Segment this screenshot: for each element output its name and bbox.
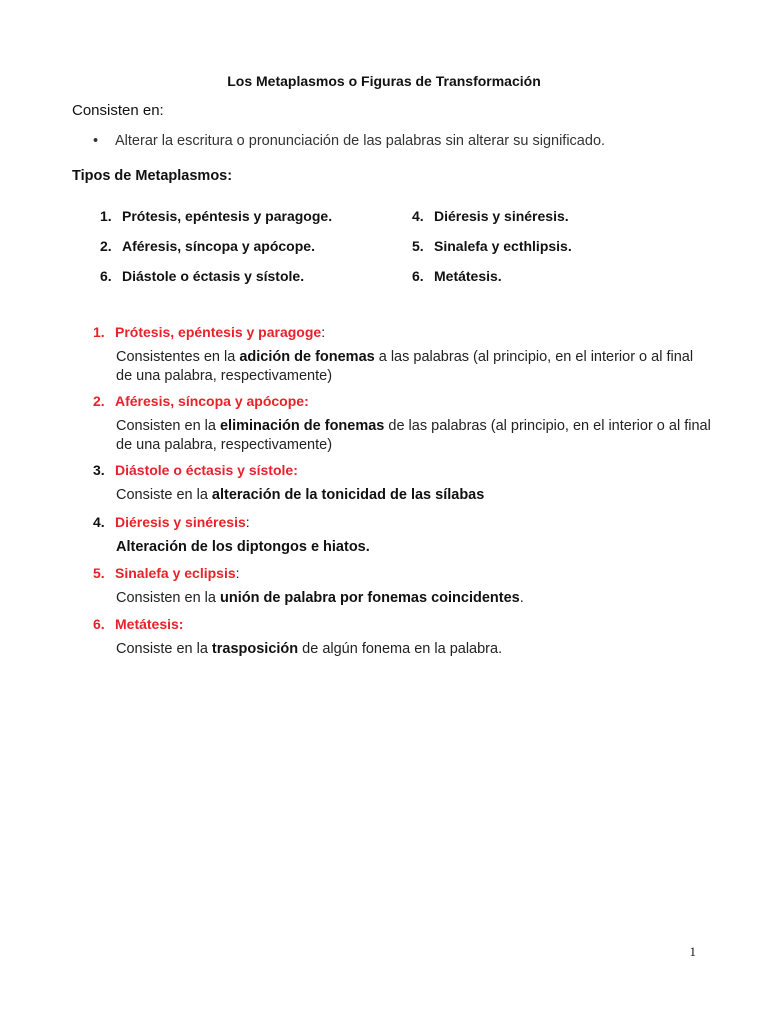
types-row xyxy=(100,238,720,268)
item-number: 5. xyxy=(412,238,424,254)
section-body xyxy=(116,486,713,505)
item-text: Diéresis y sinéresis. xyxy=(434,208,569,224)
section-title: Prótesis, epéntesis y paragoge xyxy=(115,324,322,340)
section-number: 6. xyxy=(93,616,105,632)
section-heading xyxy=(93,462,713,478)
item-text: Aféresis, síncopa y apócope. xyxy=(122,238,315,254)
body-text: Consisten en la xyxy=(116,590,220,606)
section-title: Diéresis y sinéresis xyxy=(115,514,246,530)
bullet-item xyxy=(93,133,605,149)
section-heading xyxy=(93,565,713,581)
section-title: Sinalefa y eclipsis xyxy=(115,565,236,581)
types-row xyxy=(100,208,720,238)
section-heading xyxy=(93,324,713,340)
section-number: 2. xyxy=(93,393,105,409)
section-heading xyxy=(93,514,713,530)
body-text: de las palabras (al principio, en el interior o al final de una palabra, respectivamente) xyxy=(116,418,711,453)
body-text: de algún fonema en la palabra. xyxy=(298,641,503,657)
types-heading: Tipos de Metaplasmos: xyxy=(72,168,233,184)
body-text: . xyxy=(519,590,524,606)
types-item xyxy=(100,208,332,224)
section-colon: : xyxy=(245,514,250,530)
body-text: Consiste en la xyxy=(116,641,212,657)
item-number: 1. xyxy=(100,208,112,224)
types-row xyxy=(100,268,720,298)
body-text: Consistentes en la xyxy=(116,349,240,365)
intro-text: Consisten en: xyxy=(72,102,164,119)
section-body xyxy=(116,538,713,557)
body-bold: Alteración de los diptongos e hiatos. xyxy=(116,539,370,555)
body-bold: adición de fonemas xyxy=(239,349,375,365)
item-text: Sinalefa y ecthlipsis. xyxy=(434,238,572,254)
section-2 xyxy=(93,393,713,455)
body-text: a las palabras (al principio, en el interior o al final de una palabra, respectivamente) xyxy=(116,349,694,384)
item-number: 2. xyxy=(100,238,112,254)
item-number: 6. xyxy=(100,268,112,284)
section-4 xyxy=(93,514,713,557)
section-colon: : xyxy=(321,324,326,340)
types-item xyxy=(412,268,502,284)
body-bold: alteración de la tonicidad de las sílabas xyxy=(211,487,485,503)
body-bold: eliminación de fonemas xyxy=(219,418,385,434)
section-number: 4. xyxy=(93,514,105,530)
section-colon: : xyxy=(235,565,240,581)
body-text: Consiste en la xyxy=(116,487,212,503)
bullet-text: Alterar la escritura o pronunciación de las palabras sin alterar su significado. xyxy=(115,133,606,149)
section-6 xyxy=(93,616,713,659)
body-text: Consisten en la xyxy=(116,418,220,434)
item-text: Prótesis, epéntesis y paragoge. xyxy=(122,208,333,224)
item-text: Metátesis. xyxy=(434,268,502,284)
body-bold: trasposición xyxy=(211,641,299,657)
section-title: Diástole o éctasis y sístole: xyxy=(115,462,298,478)
item-text: Diástole o éctasis y sístole. xyxy=(122,268,305,284)
page-number: 1 xyxy=(689,944,696,959)
item-number: 4. xyxy=(412,208,424,224)
section-heading xyxy=(93,393,713,409)
section-number: 3. xyxy=(93,462,105,478)
section-1 xyxy=(93,324,713,386)
section-number: 1. xyxy=(93,324,105,340)
section-body xyxy=(116,640,713,659)
body-bold: unión de palabra por fonemas coincidentes xyxy=(219,590,520,606)
types-item xyxy=(100,268,304,284)
types-item xyxy=(412,238,572,254)
bullet-dot-icon: • xyxy=(93,133,99,149)
section-title: Metátesis: xyxy=(115,616,184,632)
section-3 xyxy=(93,462,713,505)
section-number: 5. xyxy=(93,565,105,581)
section-body xyxy=(116,417,713,455)
types-item xyxy=(100,238,315,254)
types-item xyxy=(412,208,569,224)
item-number: 6. xyxy=(412,268,424,284)
section-body xyxy=(116,348,713,386)
section-heading xyxy=(93,616,713,632)
document-title: Los Metaplasmos o Figuras de Transformación xyxy=(227,73,541,89)
section-5 xyxy=(93,565,713,608)
section-body xyxy=(116,589,713,608)
types-list xyxy=(100,208,720,298)
section-title: Aféresis, síncopa y apócope: xyxy=(115,393,309,409)
